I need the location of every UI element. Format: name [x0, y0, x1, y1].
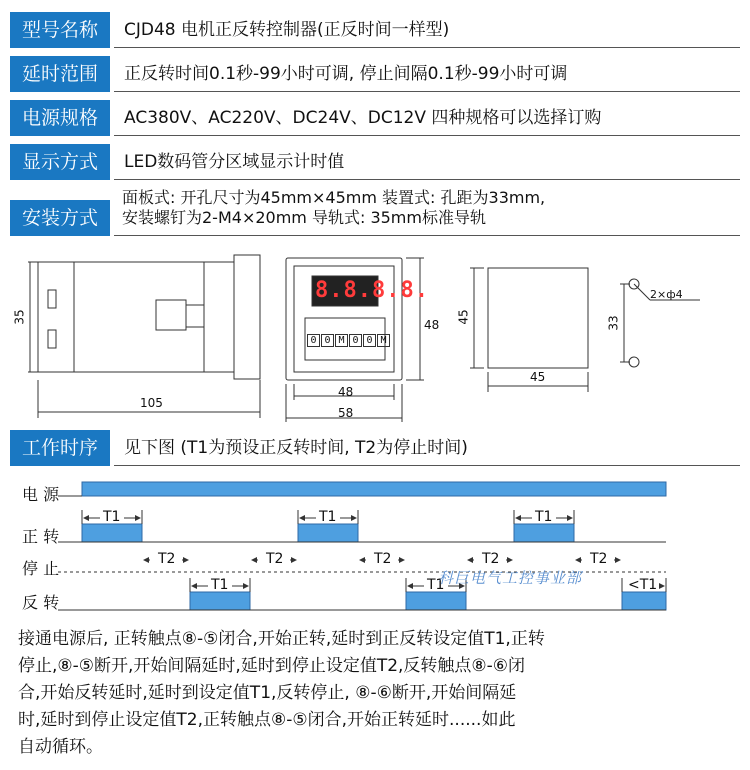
dial-digit: 0 — [307, 334, 320, 347]
timing-label: 工作时序 — [10, 430, 110, 466]
description-line: 停止,⑧-⑤断开,开始间隔延时,延时到停止设定值T2,反转触点⑧-⑥闭 — [18, 656, 526, 676]
dial-digit: 0 — [363, 334, 376, 347]
description — [18, 626, 734, 761]
hole-label: 2×ф4 — [650, 288, 683, 301]
description-line: 时,延时到停止设定值T2,正转触点⑧-⑤闭合,开始正转延时......如此 — [18, 710, 516, 730]
watermark: 科巨电气工控事业部 — [438, 569, 583, 587]
t2-label: T2 — [482, 551, 500, 567]
dim-label: 33 — [606, 315, 621, 331]
t1-label: T1 — [211, 577, 229, 593]
dial-digit: M — [335, 334, 348, 347]
dial-digit: 0 — [349, 334, 362, 347]
spec-label: 显示方式 — [10, 144, 110, 180]
spec-label: 安装方式 — [10, 200, 110, 236]
t1-label: T1 — [427, 577, 445, 593]
t1-label: T1 — [535, 509, 553, 525]
t1-label: <T1 — [628, 577, 658, 593]
timing-row-label: 反 转 — [22, 593, 60, 612]
t1-label: T1 — [319, 509, 337, 525]
dim-label: 105 — [140, 396, 163, 410]
timing-row-label: 正 转 — [22, 527, 60, 546]
description-line: 接通电源后, 正转触点⑧-⑤闭合,开始正转,延时到正反转设定值T1,正转 — [18, 629, 545, 649]
t2-label: T2 — [158, 551, 176, 567]
install-line-2: 安装螺钉为2-M4×20mm 导轨式: 35mm标准导轨 — [122, 208, 486, 227]
spec-value: CJD48 电机正反转控制器(正反时间一样型) — [114, 12, 740, 48]
t2-label: T2 — [374, 551, 392, 567]
install-line-1: 面板式: 开孔尺寸为45mm×45mm 装置式: 孔距为33mm, — [122, 188, 546, 207]
dim-label: 48 — [338, 385, 354, 399]
spec-label: 延时范围 — [10, 56, 110, 92]
timing-row-label: 电 源 — [22, 485, 60, 504]
t1-label: T1 — [103, 509, 121, 525]
led-display: 8.8.8.8. — [315, 278, 429, 303]
description-line: 自动循环。 — [18, 737, 103, 757]
spec-label: 电源规格 — [10, 100, 110, 136]
timing-header — [10, 430, 740, 466]
spec-value: AC380V、AC220V、DC24V、DC12V 四种规格可以选择订购 — [114, 100, 740, 136]
timing-caption: 见下图 (T1为预设正反转时间, T2为停止时间) — [114, 430, 740, 466]
dial-digit: 0 — [321, 334, 334, 347]
dial-digit: M — [377, 334, 390, 347]
dim-label: 48 — [424, 318, 440, 332]
spec-label: 型号名称 — [10, 12, 110, 48]
dim-label: 58 — [338, 406, 354, 420]
dim-label: 35 — [12, 309, 27, 325]
t2-label: T2 — [266, 551, 284, 567]
spec-value: LED数码管分区域显示计时值 — [114, 144, 740, 180]
spec-value: 正反转时间0.1秒-99小时可调, 停止间隔0.1秒-99小时可调 — [114, 56, 740, 92]
dial-row — [307, 334, 390, 347]
t2-label: T2 — [590, 551, 608, 567]
dim-label: 45 — [530, 370, 546, 384]
dim-label: 45 — [456, 309, 471, 325]
timing-row-label: 停 止 — [22, 559, 60, 578]
description-line: 合,开始反转延时,延时到设定值T1,反转停止, ⑧-⑥断开,开始间隔延 — [18, 683, 517, 703]
